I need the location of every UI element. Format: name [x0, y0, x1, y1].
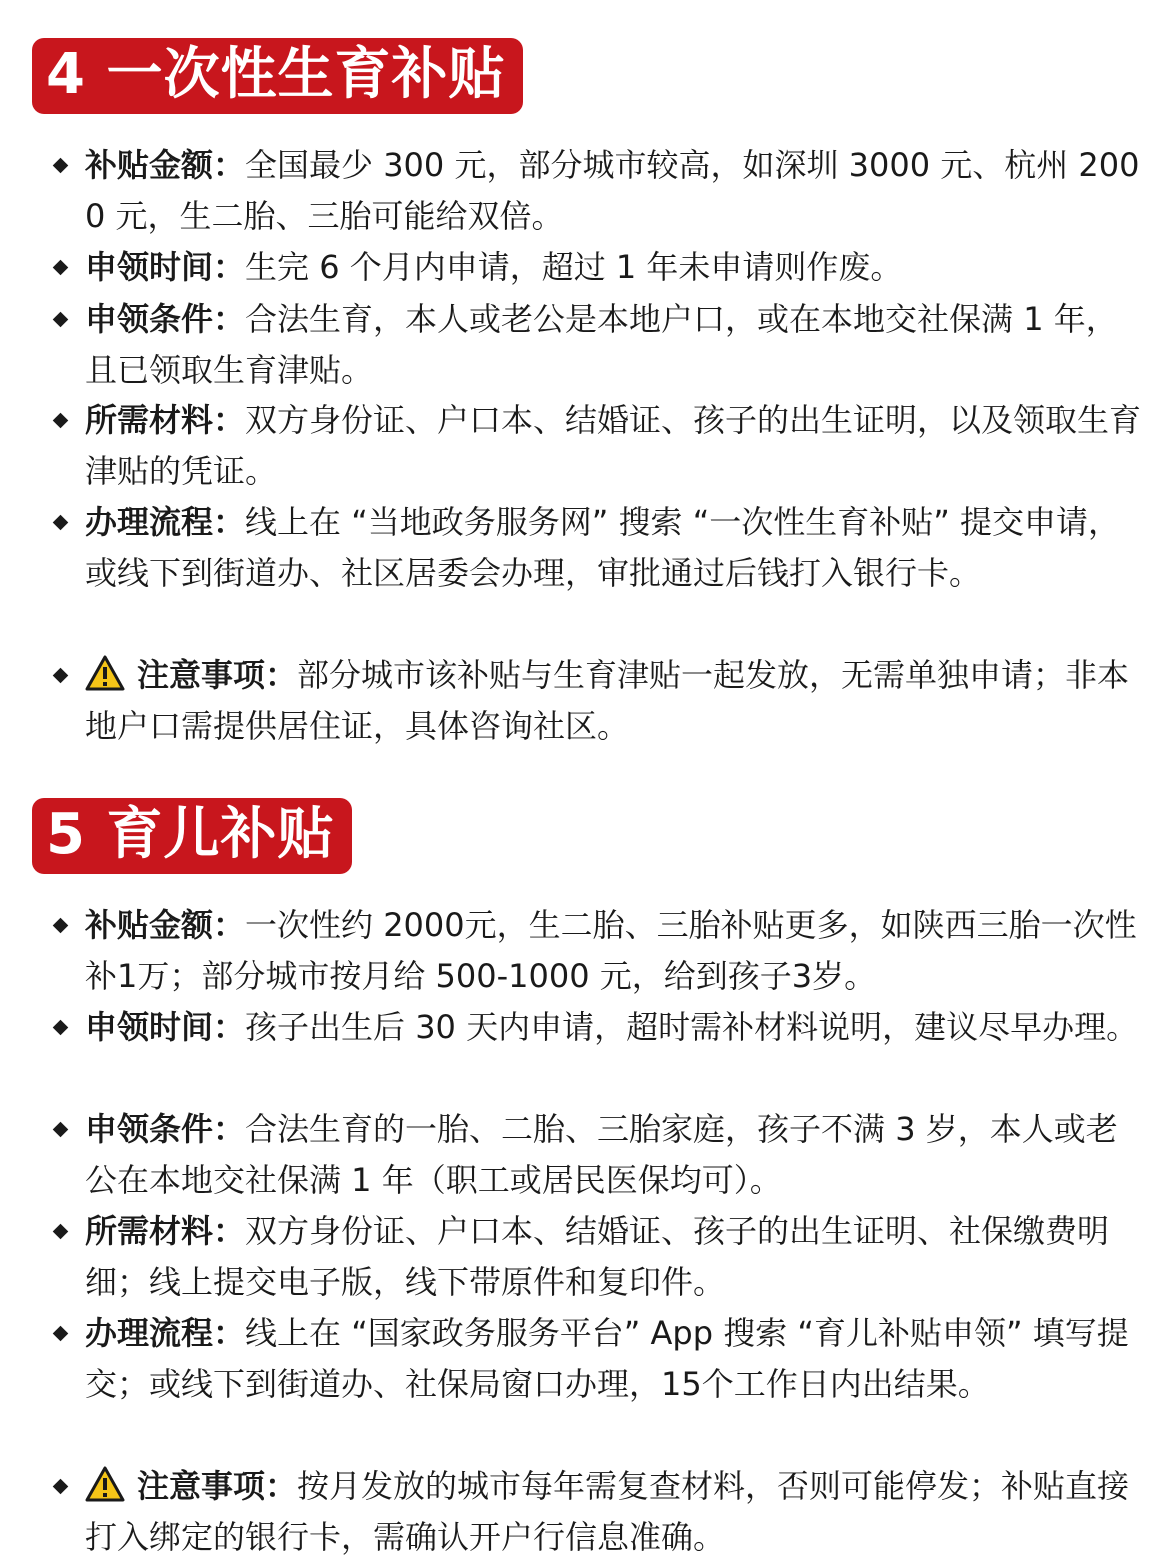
bullet-icon — [53, 1479, 69, 1495]
bullet-icon — [53, 413, 69, 429]
item-text: 双方身份证、户口本、结婚证、孩子的出生证明，以及领取生育津贴的凭证。 — [85, 401, 1142, 490]
item-text: 线上在 “当地政务服务网” 搜索 “一次性生育补贴” 提交申请，或线下到街道办、社区居委会办理，审批通过后钱打入银行卡。 — [85, 503, 1121, 592]
item-label: 办理流程： — [85, 1314, 246, 1352]
item-label: 申领时间： — [85, 248, 246, 286]
bullet-icon — [53, 158, 69, 174]
item-text: 合法生育，本人或老公是本地户口，或在本地交社保满 1 年，且已领取生育津贴。 — [85, 300, 1118, 389]
warning-icon — [85, 655, 125, 691]
item-label: 申领条件： — [85, 1110, 246, 1148]
bullet-icon — [53, 260, 69, 276]
warning-icon — [85, 1466, 125, 1502]
item-text: 一次性约 2000元，生二胎、三胎补贴更多，如陕西三胎一次性补1万；部分城市按月给 500-1000 元，给到孩子3岁。 — [85, 906, 1137, 995]
item-label: 注意事项： — [137, 1467, 298, 1505]
bullet-icon — [53, 312, 69, 328]
item-text: 生完 6 个月内申请，超过 1 年未申请则作废。 — [245, 248, 903, 286]
item-label: 补贴金额： — [85, 906, 246, 944]
item-text: 双方身份证、户口本、结婚证、孩子的出生证明、社保缴费明细；线上提交电子版，线下带原件和复印件。 — [85, 1212, 1110, 1301]
item-text: 孩子出生后 30 天内申请，超时需补材料说明，建议尽早办理。 — [245, 1008, 1139, 1046]
item-text: 按月发放的城市每年需复查材料，否则可能停发；补贴直接打入绑定的银行卡，需确认开户行信息准确。 — [85, 1467, 1130, 1556]
item-label: 申领时间： — [85, 1008, 246, 1046]
section-title: 4 一次性生育补贴 — [32, 38, 523, 114]
item-text: 部分城市该补贴与生育津贴一起发放，无需单独申请；非本地户口需提供居住证，具体咨询社区。 — [85, 656, 1130, 745]
bullet-icon — [53, 1326, 69, 1342]
bullet-icon — [53, 1122, 69, 1138]
bullet-icon — [53, 918, 69, 934]
item-label: 所需材料： — [85, 1212, 246, 1250]
bullet-icon — [53, 1020, 69, 1036]
bullet-icon — [53, 515, 69, 531]
item-text: 全国最少 300 元，部分城市较高，如深圳 3000 元、杭州 2000 元，生二胎、三胎可能给双倍。 — [85, 146, 1140, 235]
item-text: 线上在 “国家政务服务平台” App 搜索 “育儿补贴申领” 填写提交；或线下到街道办、社保局窗口办理，15个工作日内出结果。 — [85, 1314, 1129, 1403]
bullet-icon — [53, 668, 69, 684]
item-text: 合法生育的一胎、二胎、三胎家庭，孩子不满 3 岁，本人或老公在本地交社保满 1 年（职工或居民医保均可）。 — [85, 1110, 1118, 1199]
item-label: 申领条件： — [85, 300, 246, 338]
section-title: 5 育儿补贴 — [32, 798, 352, 874]
item-label: 补贴金额： — [85, 146, 246, 184]
item-label: 办理流程： — [85, 503, 246, 541]
item-label: 注意事项： — [137, 656, 298, 694]
item-label: 所需材料： — [85, 401, 246, 439]
bullet-icon — [53, 1224, 69, 1240]
